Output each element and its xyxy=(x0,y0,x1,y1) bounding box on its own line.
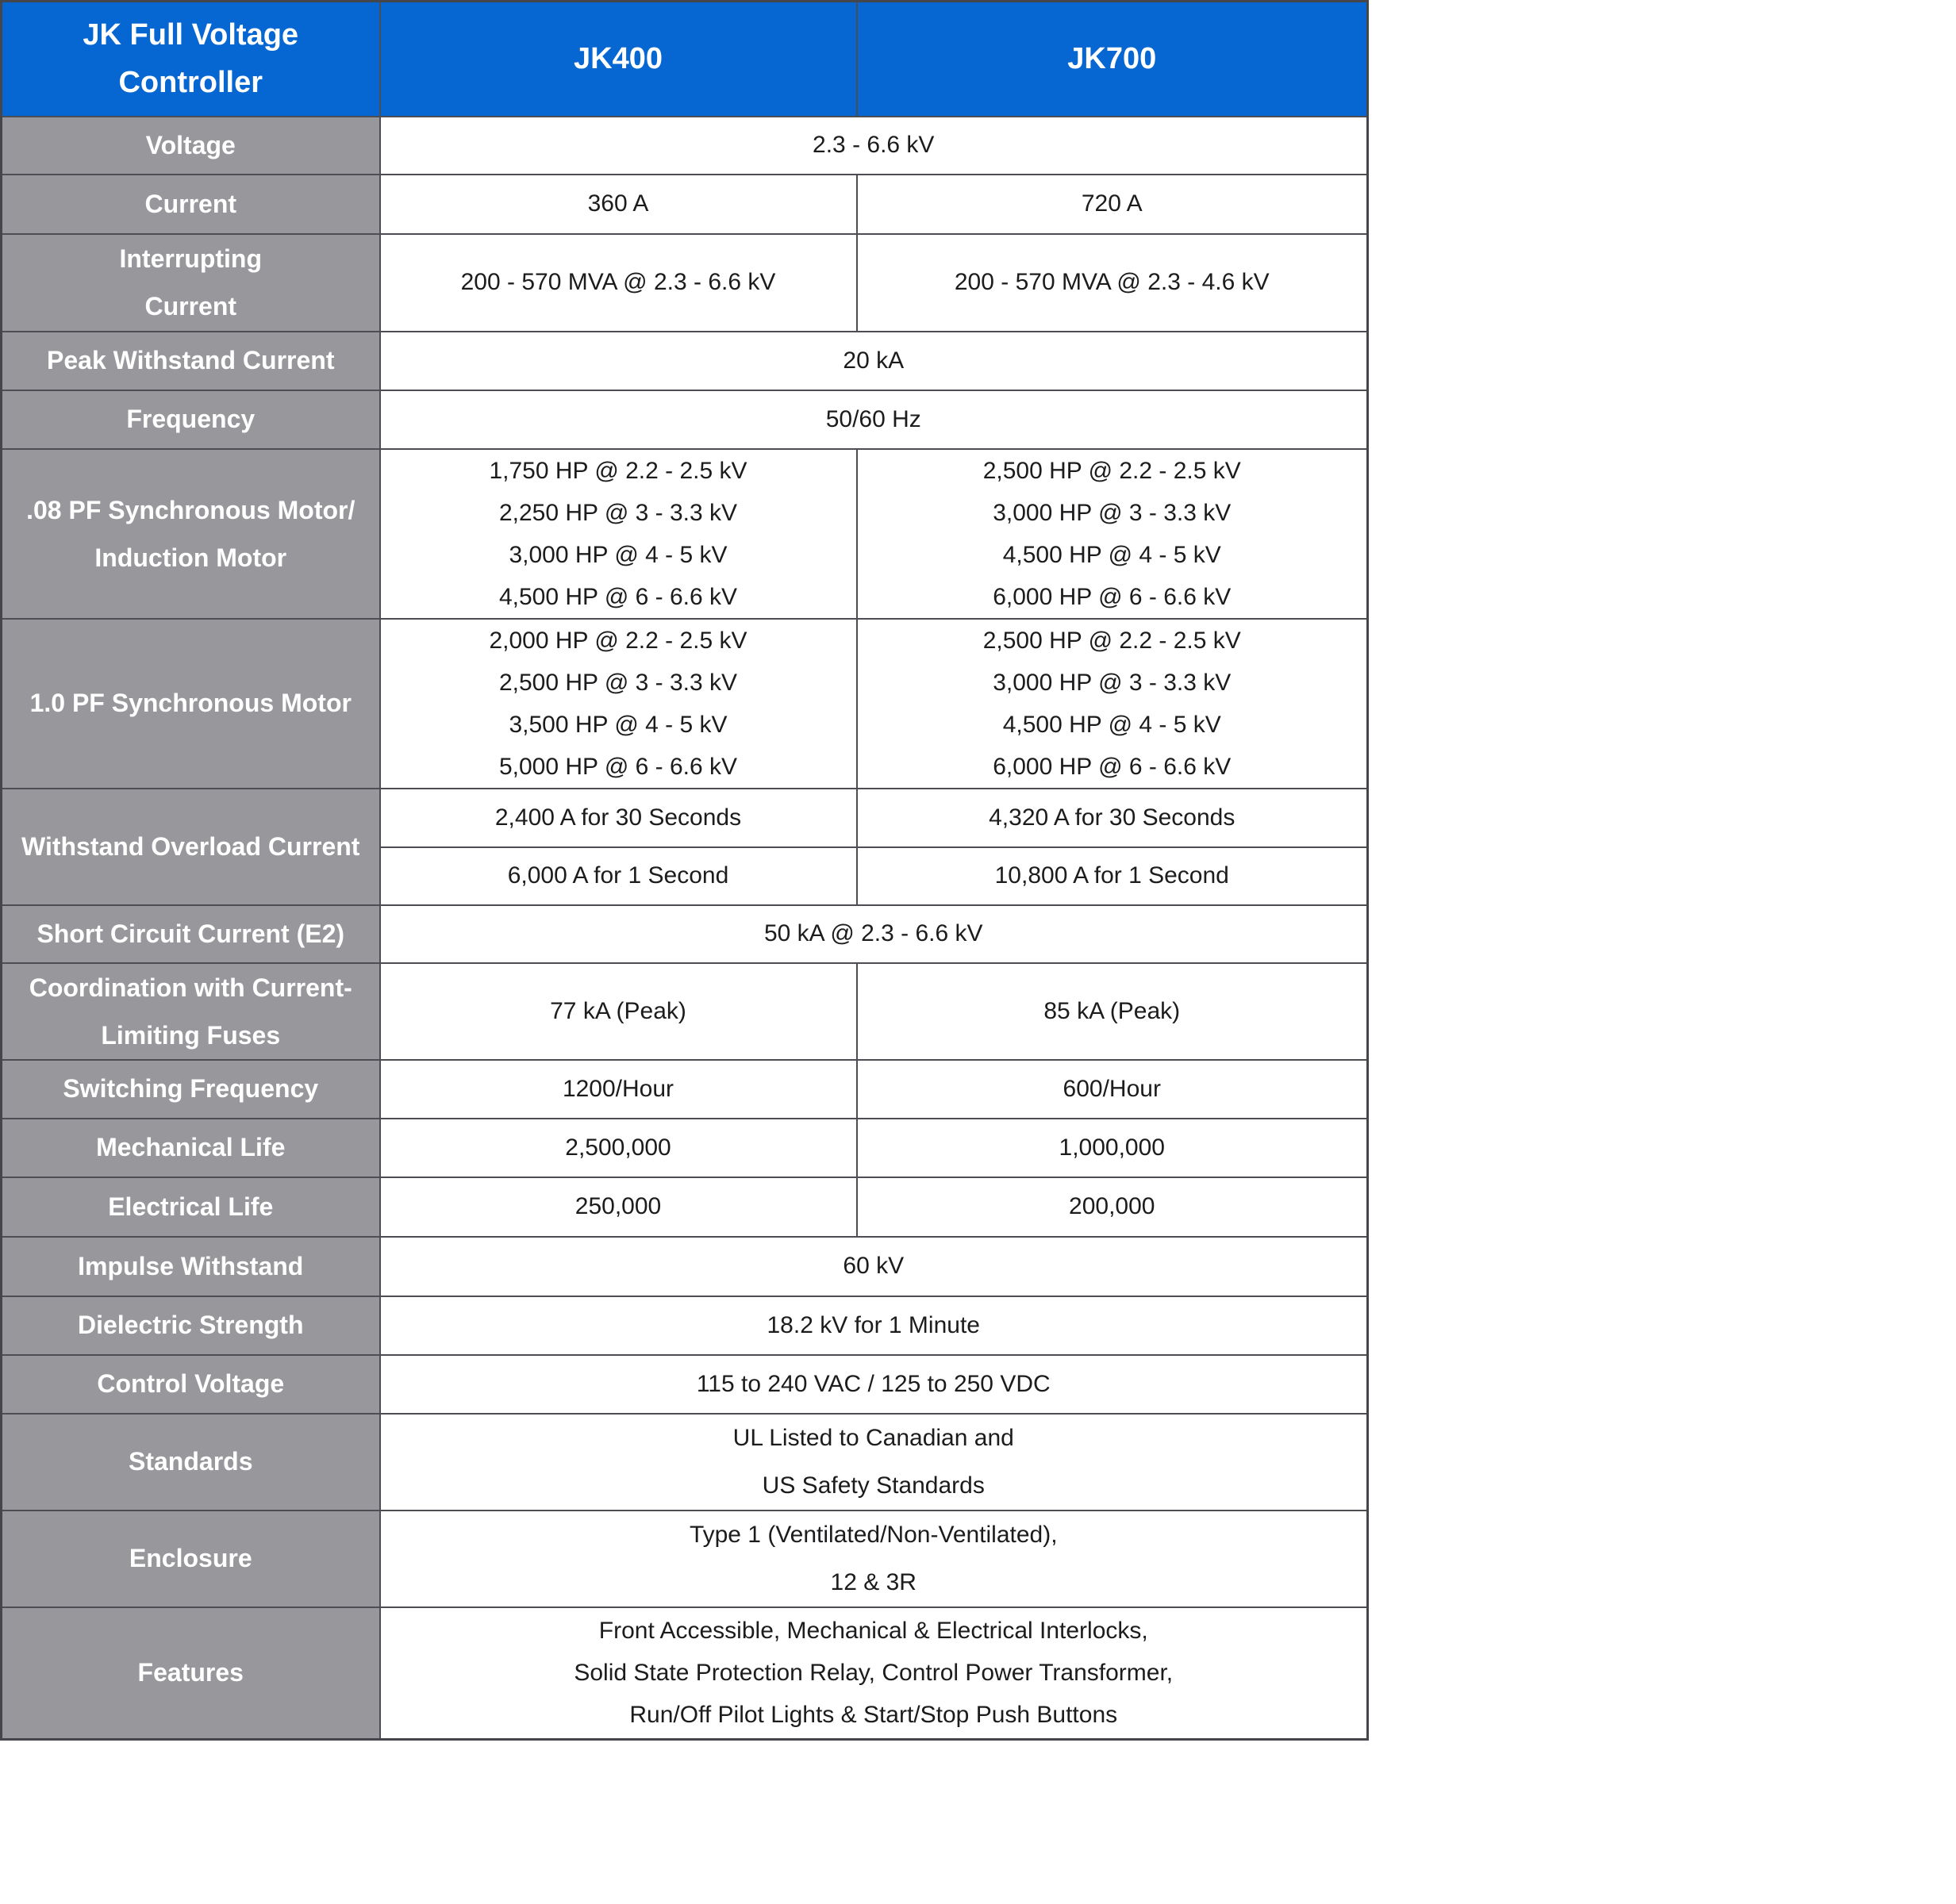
voltage-value: 2.3 - 6.6 kV xyxy=(380,117,1368,175)
withstand-overload-1s-jk400: 6,000 A for 1 Second xyxy=(380,847,857,905)
coordination-fuses-jk700: 85 kA (Peak) xyxy=(857,963,1368,1060)
row-label-withstand-overload-current: Withstand Overload Current xyxy=(2,789,380,905)
enclosure-value xyxy=(380,1511,1368,1607)
mechanical-life-jk700: 1,000,000 xyxy=(857,1119,1368,1177)
pf10-jk400-line4: 5,000 HP @ 6 - 6.6 kV xyxy=(498,753,738,780)
electrical-life-jk400: 250,000 xyxy=(380,1177,857,1237)
row-label-switching-frequency: Switching Frequency xyxy=(2,1060,380,1119)
table-row-impulse-withstand xyxy=(2,1237,1368,1296)
pf08-jk700-line3: 4,500 HP @ 4 - 5 kV xyxy=(1002,541,1221,568)
standards-line1: UL Listed to Canadian and xyxy=(732,1424,1014,1451)
pf10-jk700-line1: 2,500 HP @ 2.2 - 2.5 kV xyxy=(982,627,1241,654)
row-label-pf08-motor xyxy=(2,449,380,619)
enclosure-line2: 12 & 3R xyxy=(830,1568,917,1595)
table-row-short-circuit-current xyxy=(2,905,1368,963)
features-value xyxy=(380,1607,1368,1740)
product-family-title-line1: JK Full Voltage xyxy=(83,18,299,52)
row-label-enclosure: Enclosure xyxy=(2,1511,380,1607)
pf08-jk700-line1: 2,500 HP @ 2.2 - 2.5 kV xyxy=(982,457,1241,484)
withstand-overload-1s-jk700: 10,800 A for 1 Second xyxy=(857,847,1368,905)
standards-line2: US Safety Standards xyxy=(762,1472,985,1499)
pf08-motor-jk400 xyxy=(380,449,857,619)
row-label-frequency: Frequency xyxy=(2,390,380,449)
pf08-motor-jk700 xyxy=(857,449,1368,619)
table-row-features xyxy=(2,1607,1368,1740)
pf08-jk700-line2: 3,000 HP @ 3 - 3.3 kV xyxy=(993,499,1232,526)
row-label-electrical-life: Electrical Life xyxy=(2,1177,380,1237)
column-header-jk700: JK700 xyxy=(857,2,1368,117)
table-row-enclosure xyxy=(2,1511,1368,1607)
peak-withstand-current-value: 20 kA xyxy=(380,332,1368,390)
pf10-jk700-line3: 4,500 HP @ 4 - 5 kV xyxy=(1002,711,1221,738)
features-line3: Run/Off Pilot Lights & Start/Stop Push Buttons xyxy=(629,1702,1118,1729)
product-family-title xyxy=(2,2,380,117)
coordination-fuses-jk400: 77 kA (Peak) xyxy=(380,963,857,1060)
row-label-control-voltage: Control Voltage xyxy=(2,1355,380,1414)
enclosure-line1: Type 1 (Ventilated/Non-Ventilated), xyxy=(689,1521,1058,1548)
table-row-pf10-motor xyxy=(2,619,1368,789)
pf10-jk700-line4: 6,000 HP @ 6 - 6.6 kV xyxy=(993,753,1232,780)
electrical-life-jk700: 200,000 xyxy=(857,1177,1368,1237)
table-row-peak-withstand-current xyxy=(2,332,1368,390)
standards-value xyxy=(380,1414,1368,1511)
pf08-jk400-line2: 2,250 HP @ 3 - 3.3 kV xyxy=(498,499,738,526)
row-label-short-circuit-current: Short Circuit Current (E2) xyxy=(2,905,380,963)
switching-frequency-jk700: 600/Hour xyxy=(857,1060,1368,1119)
row-label-pf10-motor: 1.0 PF Synchronous Motor xyxy=(2,619,380,789)
interrupting-current-jk400: 200 - 570 MVA @ 2.3 - 6.6 kV xyxy=(380,234,857,332)
pf08-jk700-line4: 6,000 HP @ 6 - 6.6 kV xyxy=(993,583,1232,610)
table-row-standards xyxy=(2,1414,1368,1511)
pf08-jk400-line1: 1,750 HP @ 2.2 - 2.5 kV xyxy=(489,457,747,484)
pf10-jk700-line2: 3,000 HP @ 3 - 3.3 kV xyxy=(993,669,1232,696)
control-voltage-value: 115 to 240 VAC / 125 to 250 VDC xyxy=(380,1355,1368,1414)
table-row-mechanical-life xyxy=(2,1119,1368,1177)
table-header-row xyxy=(2,2,1368,117)
table-row-interrupting-current xyxy=(2,234,1368,332)
current-jk400: 360 A xyxy=(380,175,857,234)
pf08-jk400-line4: 4,500 HP @ 6 - 6.6 kV xyxy=(498,583,738,610)
interrupting-label-line1: Interrupting xyxy=(119,244,263,273)
column-header-jk400: JK400 xyxy=(380,2,857,117)
pf10-jk400-line1: 2,000 HP @ 2.2 - 2.5 kV xyxy=(489,627,747,654)
features-line2: Solid State Protection Relay, Control Power Transformer, xyxy=(574,1660,1174,1687)
switching-frequency-jk400: 1200/Hour xyxy=(380,1060,857,1119)
pf08-label-line1: .08 PF Synchronous Motor/ xyxy=(26,495,355,524)
table-row-pf08-motor xyxy=(2,449,1368,619)
interrupting-label-line2: Current xyxy=(144,292,237,321)
table-row-frequency xyxy=(2,390,1368,449)
table-row-withstand-overload-1 xyxy=(2,789,1368,847)
pf10-jk400-line2: 2,500 HP @ 3 - 3.3 kV xyxy=(498,669,738,696)
table-row-current xyxy=(2,175,1368,234)
current-jk700: 720 A xyxy=(857,175,1368,234)
row-label-mechanical-life: Mechanical Life xyxy=(2,1119,380,1177)
dielectric-strength-value: 18.2 kV for 1 Minute xyxy=(380,1296,1368,1355)
row-label-peak-withstand-current: Peak Withstand Current xyxy=(2,332,380,390)
row-label-interrupting-current xyxy=(2,234,380,332)
table-row-control-voltage xyxy=(2,1355,1368,1414)
withstand-overload-30s-jk400: 2,400 A for 30 Seconds xyxy=(380,789,857,847)
table-row-dielectric-strength xyxy=(2,1296,1368,1355)
coordination-label-line2: Limiting Fuses xyxy=(101,1020,281,1050)
row-label-voltage: Voltage xyxy=(2,117,380,175)
pf10-jk400-line3: 3,500 HP @ 4 - 5 kV xyxy=(509,711,728,738)
row-label-dielectric-strength: Dielectric Strength xyxy=(2,1296,380,1355)
row-label-features: Features xyxy=(2,1607,380,1740)
table-row-voltage xyxy=(2,117,1368,175)
product-family-title-line2: Controller xyxy=(118,66,263,100)
coordination-label-line1: Coordination with Current- xyxy=(29,973,352,1002)
table-row-coordination-fuses xyxy=(2,963,1368,1060)
withstand-overload-30s-jk700: 4,320 A for 30 Seconds xyxy=(857,789,1368,847)
table-row-switching-frequency xyxy=(2,1060,1368,1119)
frequency-value: 50/60 Hz xyxy=(380,390,1368,449)
pf10-motor-jk400 xyxy=(380,619,857,789)
short-circuit-current-value: 50 kA @ 2.3 - 6.6 kV xyxy=(380,905,1368,963)
pf08-jk400-line3: 3,000 HP @ 4 - 5 kV xyxy=(509,541,728,568)
row-label-current: Current xyxy=(2,175,380,234)
pf10-motor-jk700 xyxy=(857,619,1368,789)
impulse-withstand-value: 60 kV xyxy=(380,1237,1368,1296)
mechanical-life-jk400: 2,500,000 xyxy=(380,1119,857,1177)
interrupting-current-jk700: 200 - 570 MVA @ 2.3 - 4.6 kV xyxy=(857,234,1368,332)
table-row-electrical-life xyxy=(2,1177,1368,1237)
row-label-standards: Standards xyxy=(2,1414,380,1511)
features-line1: Front Accessible, Mechanical & Electrical Interlocks, xyxy=(598,1618,1148,1645)
row-label-coordination-fuses xyxy=(2,963,380,1060)
row-label-impulse-withstand: Impulse Withstand xyxy=(2,1237,380,1296)
pf08-label-line2: Induction Motor xyxy=(94,543,287,572)
